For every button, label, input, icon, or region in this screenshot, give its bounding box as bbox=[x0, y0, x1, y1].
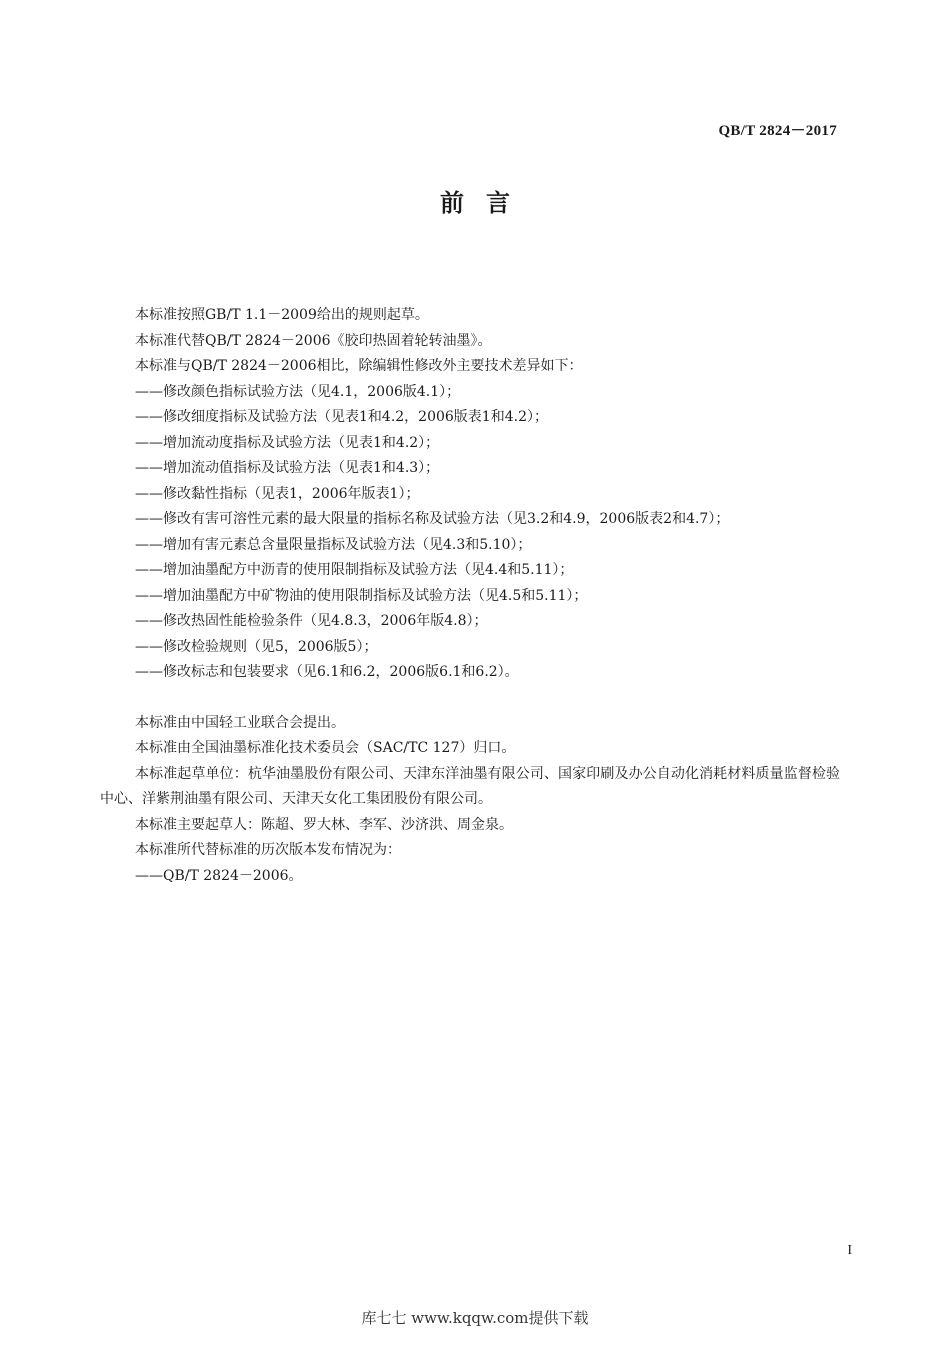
download-footer: 库七七 www.kqqw.com提供下载 bbox=[361, 1309, 589, 1327]
centralized-by: 本标准由全国油墨标准化技术委员会（SAC/TC 127）归口。 bbox=[135, 740, 516, 756]
change-item: ——修改检验规则（见5，2006版5）； bbox=[135, 638, 378, 655]
drafting-units: 本标准起草单位：杭华油墨股份有限公司、天津东洋油墨有限公司、国家印刷及办公自动化消耗材料质量监督检验中心、洋紫荆油墨有限公司、天津天女化工集团股份有限公司。 bbox=[100, 765, 840, 807]
change-item: ——增加流动值指标及试验方法（见表1和4.3）； bbox=[135, 460, 440, 476]
change-list bbox=[100, 380, 840, 686]
proposed-by: 本标准由中国轻工业联合会提出。 bbox=[135, 714, 345, 731]
change-item: ——修改颜色指标试验方法（见4.1，2006版4.1）； bbox=[135, 383, 461, 400]
drafters: 本标准主要起草人：陈超、罗大林、李军、沙济洪、周金泉。 bbox=[135, 816, 513, 833]
change-item: ——修改黏性指标（见表1，2006年版表1）； bbox=[135, 485, 420, 502]
history-intro: 本标准所代替标准的历次版本发布情况为： bbox=[135, 842, 401, 858]
change-item: ——修改标志和包装要求（见6.1和6.2，2006版6.1和6.2）。 bbox=[135, 664, 519, 680]
change-item: ——增加有害元素总含量限量指标及试验方法（见4.3和5.10）； bbox=[135, 536, 532, 553]
page-number: I bbox=[847, 1243, 852, 1258]
change-item: ——修改细度指标及试验方法（见表1和4.2，2006版表1和4.2）； bbox=[135, 409, 548, 425]
history-item: ——QB/T 2824－2006。 bbox=[135, 867, 303, 884]
intro-paragraph: 本标准按照GB/T 1.1－2009给出的规则起草。 bbox=[135, 307, 429, 323]
change-item: ——增加流动度指标及试验方法（见表1和4.2）； bbox=[135, 434, 440, 451]
paragraph-gap bbox=[100, 686, 840, 711]
intro-paragraph: 本标准与QB/T 2824－2006相比，除编辑性修改外主要技术差异如下： bbox=[135, 358, 583, 374]
document-body bbox=[100, 303, 840, 889]
intro-paragraph: 本标准代替QB/T 2824－2006《胶印热固着轮转油墨》。 bbox=[135, 332, 492, 349]
change-item: ——增加油墨配方中沥青的使用限制指标及试验方法（见4.4和5.11）； bbox=[135, 562, 574, 578]
page-title: 前言 bbox=[440, 189, 532, 217]
change-item: ——修改有害可溶性元素的最大限量的指标名称及试验方法（见3.2和4.9，2006版表2和4.7）； bbox=[135, 511, 730, 527]
change-item: ——增加油墨配方中矿物油的使用限制指标及试验方法（见4.5和5.11）； bbox=[135, 587, 588, 604]
standard-code: QB/T 2824－2017 bbox=[718, 123, 837, 139]
change-item: ——修改热固性能检验条件（见4.8.3，2006年版4.8）； bbox=[135, 613, 488, 629]
